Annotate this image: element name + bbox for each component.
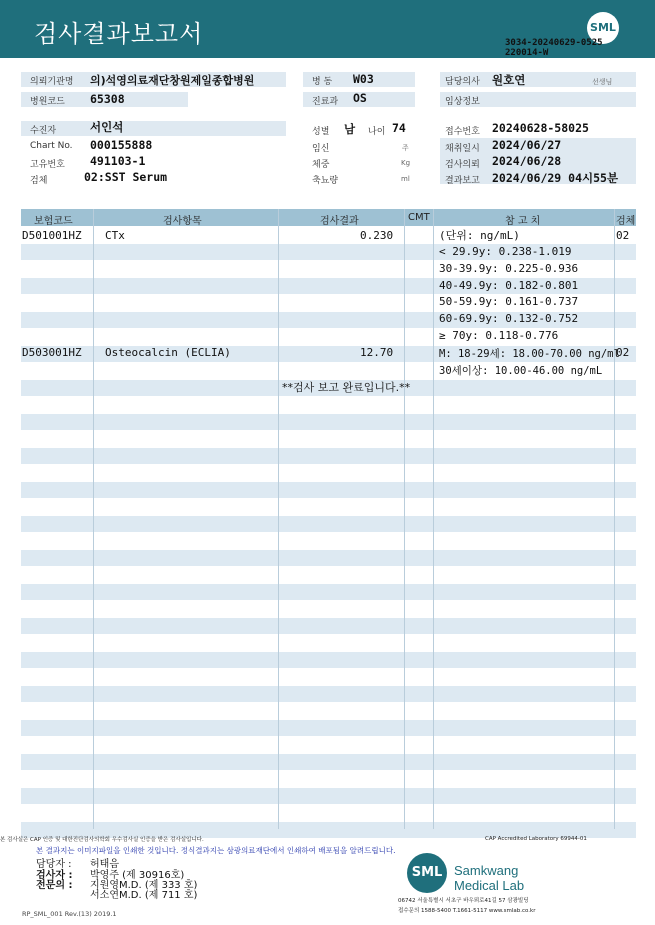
chart-no: 000155888 (90, 138, 153, 152)
table-row-band (21, 448, 636, 464)
table-row-band (21, 550, 636, 566)
collect-label: 채취일시 (445, 144, 480, 154)
table-row-band (21, 618, 636, 634)
receipt-no: 20240628-58025 (492, 121, 589, 135)
collect-date: 2024/06/27 (492, 138, 562, 152)
request-label: 검사의뢰 (445, 160, 480, 170)
dept-label: 진료과 (312, 97, 339, 107)
staff-label: 검사자 : (36, 870, 73, 881)
row1-ref: ≥ 70y: 0.118-0.776 (439, 329, 559, 342)
row2-result: 12.70 (360, 346, 394, 359)
brand-line1: Samkwang (454, 863, 519, 878)
doctor-label: 담당의사 (445, 77, 480, 87)
report-title: 검사결과보고서 (34, 20, 204, 48)
row2-item: Osteocalcin (ECLIA) (105, 346, 231, 359)
table-row-band (21, 686, 636, 702)
row1-ref: 30-39.9y: 0.225-0.936 (439, 262, 579, 275)
staff-label: 담당자 : (36, 859, 72, 870)
col-divider (404, 209, 405, 829)
clinical-label: 임상정보 (445, 97, 480, 107)
row1-ref: 40-49.9y: 0.182-0.801 (439, 279, 579, 292)
table-row-band (21, 584, 636, 600)
table-row-band (21, 754, 636, 770)
sex-label: 성별 (312, 127, 330, 137)
preg-label: 임신 (312, 144, 330, 154)
age-label: 나이 (368, 127, 386, 137)
table-row-band (21, 482, 636, 498)
form-code: RP_SML_001 Rev.(13) 2019.1 (22, 910, 117, 918)
notice: 본 결과지는 이미지파일을 인쇄한 것입니다. 정식결과지는 삼광의료재단에서 인쇄하여 배포됨을 알려드립니다. (36, 846, 396, 855)
dept: OS (353, 91, 367, 105)
fine-print: 본 검사실은 CAP 인증 및 대한진단검사의학회 우수검사실 인증을 받은 검사실입니다. (0, 837, 204, 843)
patient: 서인석 (90, 120, 124, 134)
staff-name: 박영주 (제 30916호) (90, 870, 185, 881)
staff-name: 서소연M.D. (제 711 호) (90, 890, 198, 901)
specimen: 02:SST Serum (84, 170, 168, 184)
contact: 접수문의 1588-5400 T.1661-5117 www.smlab.co.kr (398, 908, 536, 914)
request-date: 2024/06/28 (492, 154, 562, 168)
row2-ref: M: 18-29세: 18.00-70.00 ng/ml (439, 348, 620, 360)
sex: 남 (344, 122, 356, 136)
row1-ref: < 29.9y: 0.238-1.019 (439, 245, 572, 258)
doctor: 원호연 (492, 73, 526, 87)
th-item: 검사항목 (163, 216, 202, 227)
hosp-code-label: 병원코드 (30, 97, 65, 107)
address: 06742 서울특별시 서초구 바우뫼로41길 57 삼광빌딩 (398, 898, 529, 904)
row1-code: D501001HZ (22, 229, 82, 242)
th-spec: 검체 (616, 216, 636, 227)
col-divider (433, 209, 434, 829)
preg-unit: 주 (402, 144, 409, 152)
hosp-code: 65308 (90, 92, 125, 106)
row1-item: CTx (105, 229, 125, 242)
req-org-label: 의뢰기관명 (30, 77, 74, 87)
table-row-band (21, 720, 636, 736)
doc-number-sub: 220014-W (505, 48, 549, 58)
table-row-band (21, 414, 636, 430)
age: 74 (392, 121, 406, 135)
row2-ref: 30세이상: 10.00-46.00 ng/mL (439, 365, 603, 377)
row1-spec: 02 (616, 229, 630, 242)
sml-footer-logo: SML (407, 853, 447, 893)
table-row-band (21, 788, 636, 804)
chart-label: Chart No. (30, 141, 73, 151)
staff-name: 허태음 (90, 859, 119, 870)
sml-logo: SML (587, 12, 619, 44)
id-label: 고유번호 (30, 160, 65, 170)
urine-unit: ml (401, 175, 410, 183)
receipt-label: 접수번호 (445, 127, 480, 137)
table-row-band (21, 652, 636, 668)
specimen-label: 검체 (30, 176, 48, 186)
patient-id: 491103-1 (90, 154, 146, 168)
th-result: 검사결과 (320, 216, 359, 227)
col-divider (614, 209, 615, 829)
doctor-suffix: 선생님 (592, 78, 613, 86)
staff-label: 전문의 : (36, 880, 73, 891)
th-code: 보험코드 (34, 216, 73, 227)
req-org: 의)석영의료재단창원제일종합병원 (90, 74, 255, 87)
row1-result: 0.230 (360, 229, 394, 242)
weight-label: 체중 (312, 160, 330, 170)
complete-note: **검사 보고 완료입니다.** (282, 381, 411, 394)
patient-label: 수진자 (30, 126, 57, 136)
staff-name: 지원영M.D. (제 333 호) (90, 880, 198, 891)
cap-text: CAP Accredited Laboratory 69944-01 (485, 836, 587, 842)
table-row-band (21, 516, 636, 532)
report-date: 2024/06/29 04시55분 (492, 171, 619, 185)
urine-label: 축뇨량 (312, 176, 339, 186)
row2-code: D503001HZ (22, 346, 82, 359)
row1-ref: (단위: ng/mL) (439, 229, 520, 242)
row1-ref: 60-69.9y: 0.132-0.752 (439, 312, 579, 325)
brand-line2: Medical Lab (454, 878, 525, 893)
col-divider (278, 209, 279, 829)
col-divider (93, 209, 94, 829)
ward-label: 병 동 (312, 77, 333, 87)
weight-unit: Kg (401, 159, 411, 167)
doc-number: 3034-20240629-0525 (505, 38, 603, 48)
row2-spec: 02 (616, 346, 630, 359)
th-cmt: CMT (408, 212, 430, 223)
th-ref: 참 고 치 (505, 216, 541, 227)
row1-ref: 50-59.9y: 0.161-0.737 (439, 295, 579, 308)
ward: W03 (353, 72, 374, 86)
info-band (21, 121, 286, 136)
report-label: 결과보고 (445, 176, 480, 186)
